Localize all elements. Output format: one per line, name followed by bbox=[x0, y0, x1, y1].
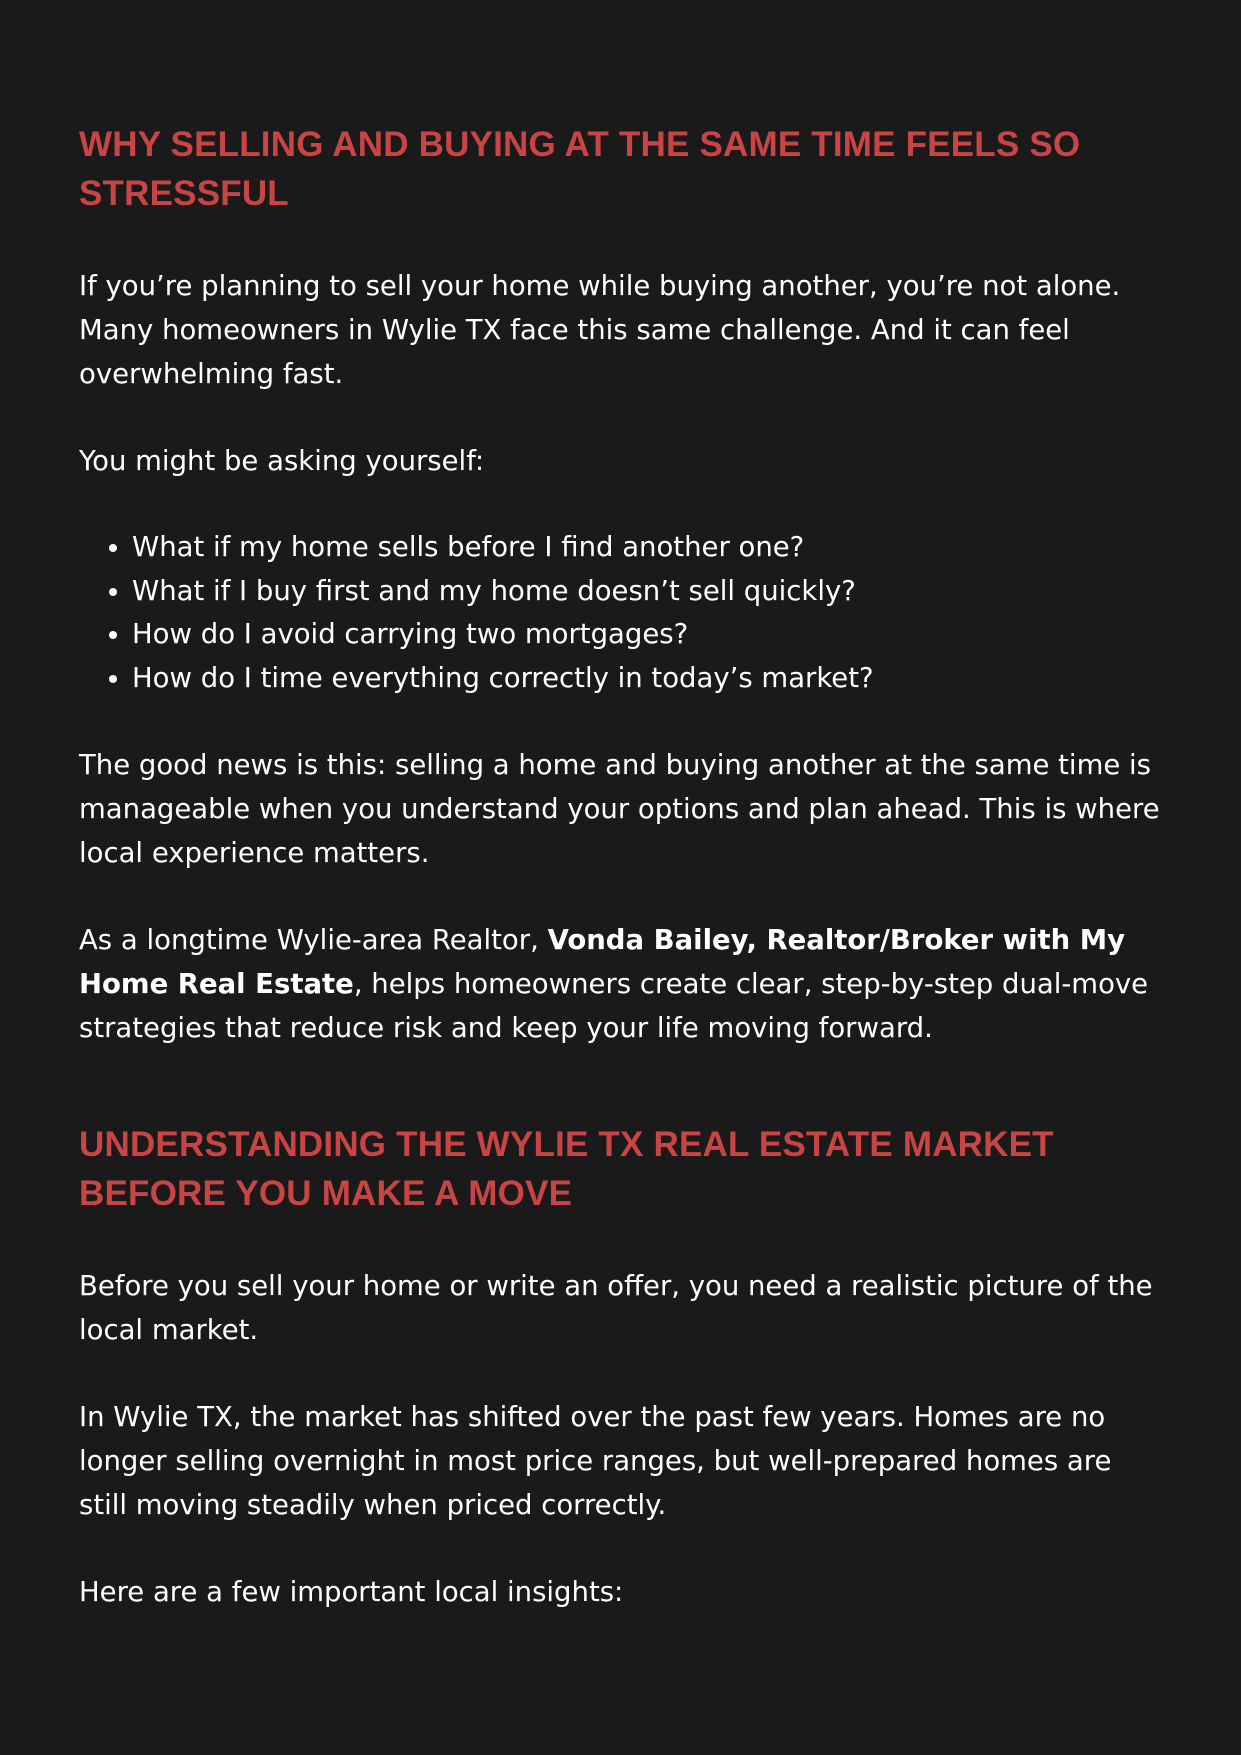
insights-lead-paragraph: Here are a few important local insights: bbox=[79, 1576, 624, 1608]
section-heading-market: UNDERSTANDING THE WYLIE TX REAL ESTATE MARKET BEFORE YOU MAKE A MOVE bbox=[79, 1125, 1054, 1213]
list-item: • What if my home sells before I find another one? bbox=[132, 526, 1162, 570]
section-heading-stress: WHY SELLING AND BUYING AT THE SAME TIME FEELS SO STRESSFUL bbox=[79, 125, 1081, 213]
list-item: • What if I buy first and my home doesn’t sell quickly? bbox=[132, 570, 1162, 614]
market-intro-paragraph: Before you sell your home or write an offer, you need a realistic picture of the local market. bbox=[79, 1270, 1153, 1346]
lead-in-paragraph: You might be asking yourself: bbox=[79, 445, 485, 477]
question-list bbox=[79, 526, 1162, 700]
realtor-paragraph bbox=[79, 918, 1162, 1050]
realtor-text-after: , helps homeowners create clear, step-by-step dual-move strategies that reduce risk and keep your life moving forward. bbox=[79, 968, 1149, 1044]
realtor-name: Vonda Bailey, Realtor/Broker with My Home Real Estate bbox=[79, 924, 1126, 1000]
market-shift-paragraph: In Wylie TX, the market has shifted over the past few years. Homes are no longer selling overnight in most price ranges, but well-prepared homes are still moving steadily when priced correctly. bbox=[79, 1401, 1112, 1521]
intro-paragraph: If you’re planning to sell your home while buying another, you’re not alone. Many homeowners in Wylie TX face this same challenge. And it can feel overwhelming fast. bbox=[79, 270, 1121, 390]
list-item: • How do I avoid carrying two mortgages? bbox=[132, 613, 1162, 657]
list-item: • How do I time everything correctly in today’s market? bbox=[132, 657, 1162, 701]
realtor-text-before: As a longtime Wylie-area Realtor, bbox=[79, 924, 548, 956]
good-news-paragraph: The good news is this: selling a home and buying another at the same time is manageable when you understand your options and plan ahead. This is where local experience matters. bbox=[79, 749, 1160, 869]
